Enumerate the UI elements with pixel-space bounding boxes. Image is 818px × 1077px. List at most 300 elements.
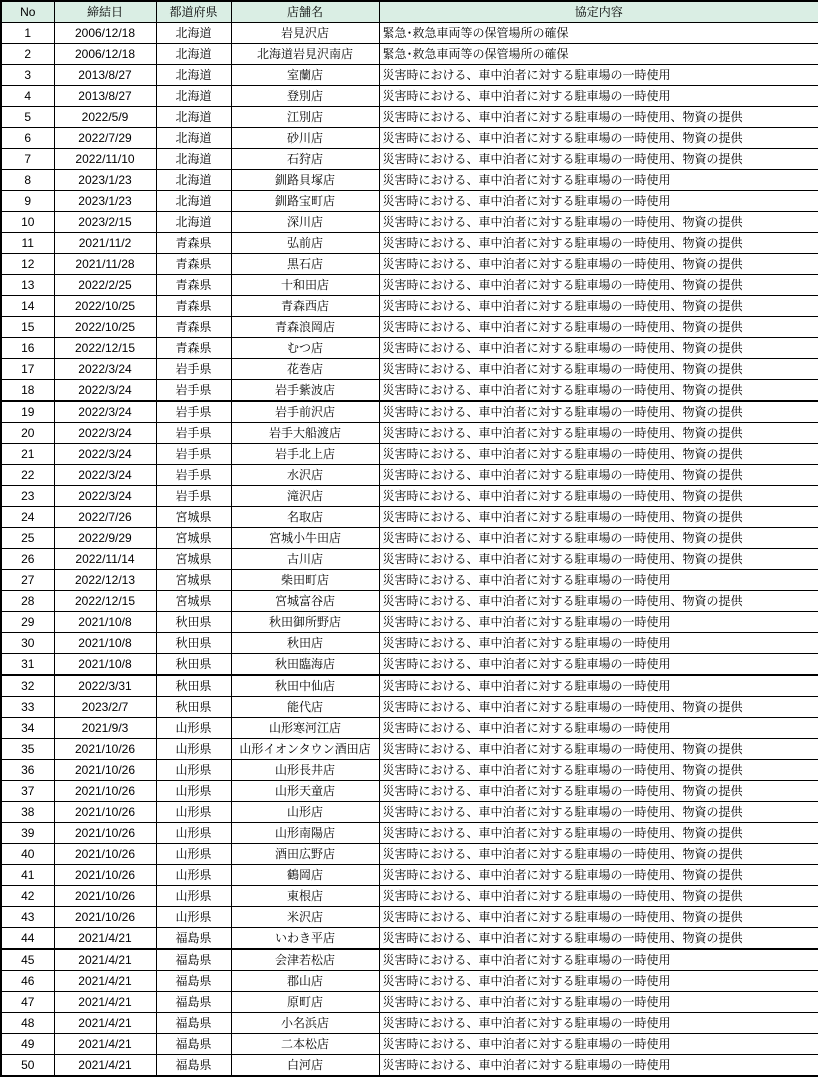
cell-prefecture: 青森県 [156,296,231,317]
cell-prefecture: 岩手県 [156,486,231,507]
cell-store: 十和田店 [231,275,379,296]
cell-agreement: 緊急･救急車両等の保管場所の確保 [379,44,818,65]
cell-no: 36 [1,760,54,781]
cell-agreement: 災害時における、車中泊者に対する駐車場の一時使用 [379,170,818,191]
cell-date: 2021/10/26 [54,844,156,865]
cell-date: 2022/7/26 [54,507,156,528]
cell-store: 柴田町店 [231,570,379,591]
cell-prefecture: 岩手県 [156,465,231,486]
cell-date: 2022/3/24 [54,380,156,402]
cell-date: 2021/4/21 [54,992,156,1013]
table-row [1,149,818,170]
table-row [1,465,818,486]
cell-no: 40 [1,844,54,865]
cell-date: 2013/8/27 [54,65,156,86]
cell-prefecture: 北海道 [156,212,231,233]
cell-agreement: 災害時における、車中泊者に対する駐車場の一時使用、物資の提供 [379,886,818,907]
cell-store: 鶴岡店 [231,865,379,886]
cell-date: 2021/4/21 [54,1034,156,1055]
cell-date: 2022/3/31 [54,675,156,697]
table-row [1,423,818,444]
table-row [1,233,818,254]
cell-date: 2022/11/10 [54,149,156,170]
cell-date: 2021/10/8 [54,654,156,676]
cell-agreement: 災害時における、車中泊者に対する駐車場の一時使用、物資の提供 [379,928,818,950]
cell-prefecture: 山形県 [156,844,231,865]
cell-agreement: 災害時における、車中泊者に対する駐車場の一時使用、物資の提供 [379,317,818,338]
cell-agreement: 災害時における、車中泊者に対する駐車場の一時使用、物資の提供 [379,907,818,928]
cell-no: 48 [1,1013,54,1034]
cell-no: 23 [1,486,54,507]
cell-prefecture: 福島県 [156,1034,231,1055]
cell-prefecture: 宮城県 [156,549,231,570]
cell-store: 宮城富谷店 [231,591,379,612]
cell-date: 2021/10/26 [54,886,156,907]
table-row [1,1034,818,1055]
header-store: 店舗名 [231,1,379,23]
cell-store: 登別店 [231,86,379,107]
cell-date: 2022/3/24 [54,401,156,423]
cell-agreement: 災害時における、車中泊者に対する駐車場の一時使用、物資の提供 [379,465,818,486]
table-row [1,528,818,549]
cell-prefecture: 宮城県 [156,507,231,528]
cell-date: 2022/10/25 [54,317,156,338]
cell-no: 1 [1,23,54,44]
cell-store: 北海道岩見沢南店 [231,44,379,65]
cell-no: 12 [1,254,54,275]
table-row [1,23,818,44]
cell-no: 13 [1,275,54,296]
cell-prefecture: 岩手県 [156,401,231,423]
cell-date: 2021/11/2 [54,233,156,254]
cell-agreement: 災害時における、車中泊者に対する駐車場の一時使用 [379,654,818,676]
cell-date: 2022/12/15 [54,591,156,612]
cell-date: 2021/4/21 [54,971,156,992]
cell-agreement: 災害時における、車中泊者に対する駐車場の一時使用 [379,570,818,591]
cell-prefecture: 岩手県 [156,359,231,380]
cell-store: 秋田中仙店 [231,675,379,697]
cell-no: 19 [1,401,54,423]
cell-date: 2022/3/24 [54,423,156,444]
cell-no: 8 [1,170,54,191]
cell-no: 27 [1,570,54,591]
cell-date: 2023/1/23 [54,170,156,191]
cell-no: 44 [1,928,54,950]
cell-date: 2013/8/27 [54,86,156,107]
cell-no: 31 [1,654,54,676]
cell-date: 2022/5/9 [54,107,156,128]
cell-date: 2021/11/28 [54,254,156,275]
cell-store: 青森西店 [231,296,379,317]
cell-store: 秋田臨海店 [231,654,379,676]
table-row [1,781,818,802]
cell-store: 岩手大船渡店 [231,423,379,444]
cell-date: 2021/10/26 [54,907,156,928]
cell-prefecture: 北海道 [156,86,231,107]
cell-prefecture: 山形県 [156,718,231,739]
cell-store: 江別店 [231,107,379,128]
cell-store: 砂川店 [231,128,379,149]
cell-store: 山形南陽店 [231,823,379,844]
cell-agreement: 災害時における、車中泊者に対する駐車場の一時使用 [379,992,818,1013]
cell-agreement: 災害時における、車中泊者に対する駐車場の一時使用、物資の提供 [379,844,818,865]
table-row [1,949,818,971]
table-row [1,802,818,823]
cell-date: 2022/3/24 [54,359,156,380]
cell-store: むつ店 [231,338,379,359]
cell-store: 深川店 [231,212,379,233]
cell-store: 釧路宝町店 [231,191,379,212]
cell-date: 2021/10/26 [54,802,156,823]
cell-agreement: 災害時における、車中泊者に対する駐車場の一時使用 [379,612,818,633]
cell-prefecture: 山形県 [156,886,231,907]
cell-no: 2 [1,44,54,65]
cell-no: 24 [1,507,54,528]
cell-agreement: 災害時における、車中泊者に対する駐車場の一時使用 [379,1055,818,1077]
cell-no: 49 [1,1034,54,1055]
cell-no: 16 [1,338,54,359]
cell-prefecture: 北海道 [156,65,231,86]
cell-date: 2021/10/8 [54,612,156,633]
table-row [1,570,818,591]
table-row [1,823,818,844]
cell-no: 7 [1,149,54,170]
cell-agreement: 災害時における、車中泊者に対する駐車場の一時使用、物資の提供 [379,697,818,718]
cell-agreement: 災害時における、車中泊者に対する駐車場の一時使用 [379,1034,818,1055]
cell-no: 9 [1,191,54,212]
cell-prefecture: 山形県 [156,739,231,760]
cell-store: 会津若松店 [231,949,379,971]
table-row [1,654,818,676]
cell-no: 45 [1,949,54,971]
cell-prefecture: 岩手県 [156,444,231,465]
cell-no: 21 [1,444,54,465]
cell-no: 29 [1,612,54,633]
cell-store: 米沢店 [231,907,379,928]
table-row [1,296,818,317]
cell-date: 2021/4/21 [54,1013,156,1034]
cell-no: 47 [1,992,54,1013]
table-row [1,359,818,380]
cell-prefecture: 宮城県 [156,570,231,591]
cell-agreement: 緊急･救急車両等の保管場所の確保 [379,23,818,44]
cell-agreement: 災害時における、車中泊者に対する駐車場の一時使用、物資の提供 [379,823,818,844]
cell-store: 秋田御所野店 [231,612,379,633]
table-row [1,844,818,865]
cell-no: 4 [1,86,54,107]
cell-prefecture: 山形県 [156,907,231,928]
cell-date: 2022/3/24 [54,444,156,465]
cell-store: 山形イオンタウン酒田店 [231,739,379,760]
cell-date: 2021/4/21 [54,949,156,971]
cell-prefecture: 秋田県 [156,697,231,718]
cell-agreement: 災害時における、車中泊者に対する駐車場の一時使用、物資の提供 [379,128,818,149]
table-body [1,23,818,1077]
header-no: No [1,1,54,23]
cell-date: 2021/10/8 [54,633,156,654]
cell-agreement: 災害時における、車中泊者に対する駐車場の一時使用、物資の提供 [379,233,818,254]
cell-prefecture: 山形県 [156,823,231,844]
cell-date: 2023/2/15 [54,212,156,233]
cell-prefecture: 北海道 [156,170,231,191]
cell-store: 岩見沢店 [231,23,379,44]
cell-prefecture: 福島県 [156,1013,231,1034]
cell-no: 6 [1,128,54,149]
table-row [1,865,818,886]
cell-agreement: 災害時における、車中泊者に対する駐車場の一時使用、物資の提供 [379,507,818,528]
table-row [1,86,818,107]
cell-prefecture: 宮城県 [156,528,231,549]
cell-agreement: 災害時における、車中泊者に対する駐車場の一時使用、物資の提供 [379,528,818,549]
cell-agreement: 災害時における、車中泊者に対する駐車場の一時使用、物資の提供 [379,423,818,444]
cell-store: 山形天童店 [231,781,379,802]
cell-no: 37 [1,781,54,802]
cell-no: 50 [1,1055,54,1077]
table-row [1,254,818,275]
cell-store: 釧路貝塚店 [231,170,379,191]
table-row [1,128,818,149]
cell-date: 2021/10/26 [54,760,156,781]
cell-agreement: 災害時における、車中泊者に対する駐車場の一時使用、物資の提供 [379,760,818,781]
header-prefecture: 都道府県 [156,1,231,23]
cell-agreement: 災害時における、車中泊者に対する駐車場の一時使用 [379,675,818,697]
cell-store: 弘前店 [231,233,379,254]
cell-store: 岩手前沢店 [231,401,379,423]
cell-date: 2022/3/24 [54,486,156,507]
table-row [1,591,818,612]
table-row [1,886,818,907]
cell-no: 3 [1,65,54,86]
cell-store: 山形長井店 [231,760,379,781]
cell-store: 花巻店 [231,359,379,380]
cell-store: 能代店 [231,697,379,718]
header-agreement: 協定内容 [379,1,818,23]
cell-prefecture: 青森県 [156,338,231,359]
cell-agreement: 災害時における、車中泊者に対する駐車場の一時使用、物資の提供 [379,781,818,802]
cell-date: 2022/10/25 [54,296,156,317]
cell-prefecture: 秋田県 [156,633,231,654]
cell-prefecture: 岩手県 [156,423,231,444]
table-row [1,170,818,191]
cell-prefecture: 北海道 [156,149,231,170]
table-row [1,697,818,718]
cell-prefecture: 山形県 [156,781,231,802]
cell-agreement: 災害時における、車中泊者に対する駐車場の一時使用 [379,1013,818,1034]
table-row [1,212,818,233]
table-row [1,486,818,507]
table-row [1,317,818,338]
cell-prefecture: 福島県 [156,928,231,950]
table-row [1,675,818,697]
cell-date: 2021/4/21 [54,928,156,950]
table-row [1,739,818,760]
cell-store: 白河店 [231,1055,379,1077]
cell-no: 38 [1,802,54,823]
cell-prefecture: 青森県 [156,317,231,338]
cell-agreement: 災害時における、車中泊者に対する駐車場の一時使用、物資の提供 [379,486,818,507]
cell-store: 東根店 [231,886,379,907]
table-row [1,380,818,402]
cell-store: 山形店 [231,802,379,823]
cell-store: 黒石店 [231,254,379,275]
cell-prefecture: 青森県 [156,275,231,296]
cell-prefecture: 秋田県 [156,675,231,697]
cell-date: 2021/10/26 [54,739,156,760]
cell-store: 室蘭店 [231,65,379,86]
cell-date: 2021/10/26 [54,865,156,886]
table-row [1,971,818,992]
cell-no: 26 [1,549,54,570]
cell-agreement: 災害時における、車中泊者に対する駐車場の一時使用、物資の提供 [379,149,818,170]
cell-agreement: 災害時における、車中泊者に対する駐車場の一時使用、物資の提供 [379,338,818,359]
cell-store: 酒田広野店 [231,844,379,865]
cell-agreement: 災害時における、車中泊者に対する駐車場の一時使用 [379,86,818,107]
table-row [1,507,818,528]
cell-no: 15 [1,317,54,338]
cell-prefecture: 北海道 [156,128,231,149]
table-row [1,65,818,86]
cell-agreement: 災害時における、車中泊者に対する駐車場の一時使用、物資の提供 [379,401,818,423]
cell-no: 20 [1,423,54,444]
cell-store: 岩手紫波店 [231,380,379,402]
cell-agreement: 災害時における、車中泊者に対する駐車場の一時使用、物資の提供 [379,107,818,128]
table-row [1,1055,818,1077]
cell-prefecture: 福島県 [156,949,231,971]
cell-store: 石狩店 [231,149,379,170]
table-row [1,191,818,212]
cell-agreement: 災害時における、車中泊者に対する駐車場の一時使用、物資の提供 [379,254,818,275]
cell-date: 2022/9/29 [54,528,156,549]
cell-prefecture: 北海道 [156,44,231,65]
cell-store: いわき平店 [231,928,379,950]
cell-store: 小名浜店 [231,1013,379,1034]
cell-agreement: 災害時における、車中泊者に対する駐車場の一時使用、物資の提供 [379,359,818,380]
cell-agreement: 災害時における、車中泊者に対する駐車場の一時使用、物資の提供 [379,802,818,823]
table-row [1,612,818,633]
cell-agreement: 災害時における、車中泊者に対する駐車場の一時使用 [379,949,818,971]
cell-prefecture: 山形県 [156,802,231,823]
cell-no: 28 [1,591,54,612]
cell-store: 水沢店 [231,465,379,486]
cell-prefecture: 福島県 [156,1055,231,1077]
table-row [1,760,818,781]
cell-store: 郡山店 [231,971,379,992]
cell-prefecture: 北海道 [156,107,231,128]
table-row [1,633,818,654]
cell-agreement: 災害時における、車中泊者に対する駐車場の一時使用、物資の提供 [379,296,818,317]
table-row [1,338,818,359]
cell-no: 34 [1,718,54,739]
cell-store: 二本松店 [231,1034,379,1055]
cell-no: 43 [1,907,54,928]
table-row [1,718,818,739]
table-row [1,549,818,570]
table-row [1,907,818,928]
cell-no: 35 [1,739,54,760]
cell-no: 22 [1,465,54,486]
cell-agreement: 災害時における、車中泊者に対する駐車場の一時使用、物資の提供 [379,212,818,233]
cell-date: 2021/10/26 [54,823,156,844]
cell-agreement: 災害時における、車中泊者に対する駐車場の一時使用、物資の提供 [379,275,818,296]
cell-store: 宮城小牛田店 [231,528,379,549]
cell-store: 青森浪岡店 [231,317,379,338]
cell-date: 2023/1/23 [54,191,156,212]
cell-agreement: 災害時における、車中泊者に対する駐車場の一時使用 [379,971,818,992]
cell-no: 41 [1,865,54,886]
cell-store: 原町店 [231,992,379,1013]
cell-agreement: 災害時における、車中泊者に対する駐車場の一時使用 [379,633,818,654]
cell-prefecture: 岩手県 [156,380,231,402]
cell-date: 2022/12/15 [54,338,156,359]
cell-date: 2022/11/14 [54,549,156,570]
cell-no: 25 [1,528,54,549]
table-row [1,44,818,65]
table-row [1,992,818,1013]
cell-date: 2021/4/21 [54,1055,156,1077]
cell-no: 5 [1,107,54,128]
cell-no: 14 [1,296,54,317]
cell-prefecture: 秋田県 [156,654,231,676]
cell-date: 2022/3/24 [54,465,156,486]
cell-agreement: 災害時における、車中泊者に対する駐車場の一時使用、物資の提供 [379,739,818,760]
cell-agreement: 災害時における、車中泊者に対する駐車場の一時使用、物資の提供 [379,549,818,570]
cell-store: 山形寒河江店 [231,718,379,739]
cell-date: 2022/2/25 [54,275,156,296]
cell-prefecture: 福島県 [156,992,231,1013]
cell-no: 18 [1,380,54,402]
cell-store: 古川店 [231,549,379,570]
cell-agreement: 災害時における、車中泊者に対する駐車場の一時使用 [379,191,818,212]
table-row [1,444,818,465]
cell-no: 42 [1,886,54,907]
header-row [1,1,818,23]
cell-prefecture: 宮城県 [156,591,231,612]
cell-no: 30 [1,633,54,654]
cell-store: 滝沢店 [231,486,379,507]
cell-date: 2006/12/18 [54,23,156,44]
cell-agreement: 災害時における、車中泊者に対する駐車場の一時使用、物資の提供 [379,591,818,612]
cell-prefecture: 青森県 [156,254,231,275]
cell-no: 33 [1,697,54,718]
cell-prefecture: 北海道 [156,191,231,212]
cell-store: 秋田店 [231,633,379,654]
cell-prefecture: 山形県 [156,865,231,886]
cell-date: 2021/9/3 [54,718,156,739]
cell-prefecture: 北海道 [156,23,231,44]
table-row [1,928,818,950]
cell-date: 2023/2/7 [54,697,156,718]
table-row [1,275,818,296]
cell-no: 32 [1,675,54,697]
header-date: 締結日 [54,1,156,23]
cell-no: 46 [1,971,54,992]
table-row [1,1013,818,1034]
cell-store: 名取店 [231,507,379,528]
cell-date: 2006/12/18 [54,44,156,65]
cell-agreement: 災害時における、車中泊者に対する駐車場の一時使用、物資の提供 [379,380,818,402]
cell-prefecture: 山形県 [156,760,231,781]
table-row [1,107,818,128]
cell-agreement: 災害時における、車中泊者に対する駐車場の一時使用 [379,718,818,739]
cell-agreement: 災害時における、車中泊者に対する駐車場の一時使用、物資の提供 [379,865,818,886]
cell-date: 2021/10/26 [54,781,156,802]
cell-no: 17 [1,359,54,380]
cell-prefecture: 秋田県 [156,612,231,633]
cell-no: 11 [1,233,54,254]
cell-no: 10 [1,212,54,233]
table-row [1,401,818,423]
cell-no: 39 [1,823,54,844]
